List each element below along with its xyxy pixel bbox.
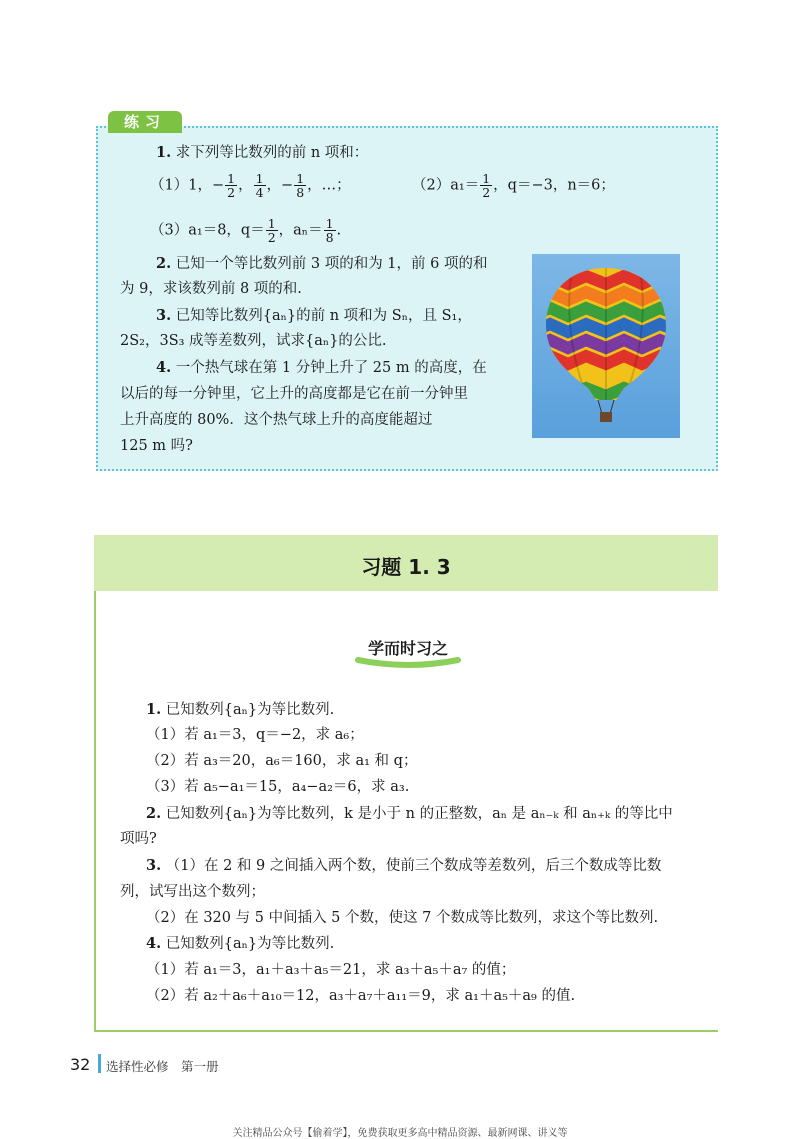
practice-q4-line4: 125 m 吗?	[120, 438, 193, 454]
practice-q1-intro: 1. 求下列等比数列的前 n 项和：	[156, 144, 369, 161]
exercise-line: （2）在 320 与 5 中间插入 5 个数，使这 7 个数成等比数列，求这个等比数列.	[146, 910, 659, 926]
exercise-line: 2. 已知数列{aₙ}为等比数列，k 是小于 n 的正整数，aₙ 是 aₙ₋ₖ 和 aₙ₊ₖ 的等比中	[146, 805, 673, 822]
practice-q4-line2: 以后的每一分钟里，它上升的高度都是它在前一分钟里	[120, 386, 468, 402]
exercise-line: 1. 已知数列{aₙ}为等比数列.	[146, 701, 335, 718]
practice-tab: 练习	[108, 111, 182, 133]
exercise-line: （2）若 a₂＋a₆＋a₁₀＝12，a₃＋a₇＋a₁₁＝9，求 a₁＋a₅＋a₉ 的值.	[146, 988, 576, 1004]
exercise-line: 项吗?	[120, 831, 157, 847]
exercise-line: （1）若 a₁＝3，q＝−2，求 a₆；	[146, 727, 364, 743]
exercise-line: （3）若 a₅−a₁＝15，a₄−a₂＝6，求 a₃.	[146, 779, 410, 795]
exercise-line: （2）若 a₃＝20，a₆＝160，求 a₁ 和 q；	[146, 753, 418, 769]
exercise-title: 习题 1. 3	[361, 555, 451, 579]
exercise-line: 4. 已知数列{aₙ}为等比数列.	[146, 935, 335, 952]
practice-q4-line1: 4. 一个热气球在第 1 分钟上升了 25 m 的高度，在	[156, 359, 487, 376]
exercise-subtitle: 学而时习之	[367, 639, 448, 658]
practice-q1-a: （1）1，− $\frac{1}{2}$ ， $\frac{1}{4}$ ，− $\frac{1}{8}$ ，…；	[150, 171, 351, 200]
practice-q1-c: （3）a₁＝8，q＝ $\frac{1}{2}$ ，aₙ＝ $\frac{1}{8}$ .	[150, 216, 342, 245]
practice-q3-line1: 3. 已知等比数列{aₙ}的前 n 项和为 Sₙ，且 S₁，	[156, 307, 472, 324]
practice-q1-b: （2）a₁＝ $\frac{1}{2}$ ，q＝−3，n＝6；	[412, 171, 615, 200]
page-number-divider	[98, 1054, 101, 1073]
hot-air-balloon-photo	[532, 254, 680, 438]
practice-q2-line2: 为 9，求该数列前 8 项的和.	[120, 281, 302, 297]
page-number: 32	[70, 1055, 91, 1074]
practice-q4-line3: 上升高度的 80%．这个热气球上升的高度能超过	[120, 412, 433, 428]
watermark-text: 关注精品公众号【偷着学】，免费获取更多高中精品资源、最新网课、讲义等	[232, 1128, 568, 1139]
book-title: 选择性必修 第一册	[106, 1059, 219, 1074]
exercise-line: （1）若 a₁＝3，a₁＋a₃＋a₅＝21，求 a₃＋a₅＋a₇ 的值；	[146, 962, 516, 978]
practice-q2-line1: 2. 已知一个等比数列前 3 项的和为 1，前 6 项的和	[156, 255, 488, 272]
practice-q3-line2: 2S₂，3S₃ 成等差数列，试求{aₙ}的公比.	[120, 333, 387, 349]
exercise-line: 列，试写出这个数列；	[120, 884, 265, 900]
exercise-line: 3. （1）在 2 和 9 之间插入两个数，使前三个数成等差数列，后三个数成等比数	[146, 857, 662, 874]
